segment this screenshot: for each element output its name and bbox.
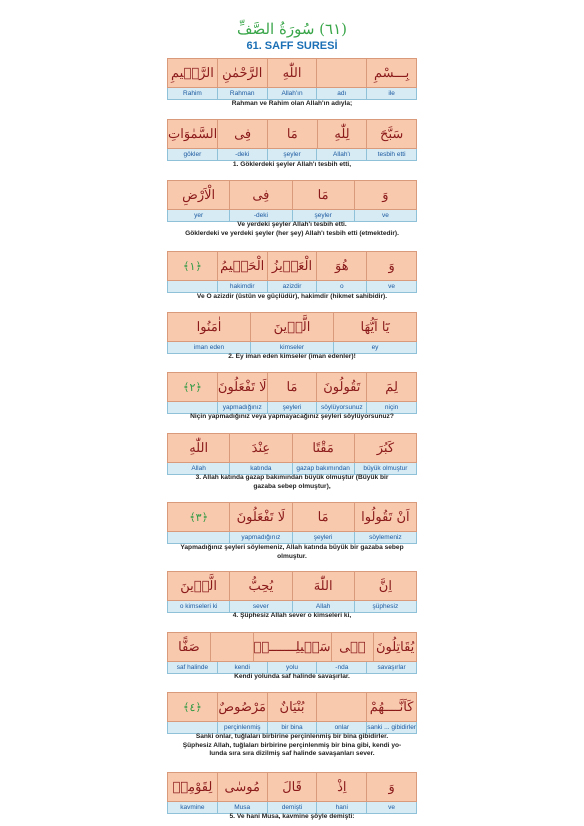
translation-line: olmuştur.	[277, 552, 307, 560]
turkish-word: yolu	[267, 662, 317, 673]
turkish-word: -nda	[316, 662, 366, 673]
arabic-row	[167, 632, 417, 662]
arabic-word	[316, 693, 366, 721]
turkish-word: azizdir	[267, 281, 317, 292]
turkish-word: sever	[229, 601, 291, 612]
translation-line: 5. Ve hani Musa, kavmine şöyle demişti:	[229, 813, 355, 820]
arabic-row	[167, 772, 417, 802]
translation	[150, 161, 434, 170]
arabic-word: اِنَّ	[354, 572, 416, 600]
arabic-word: اللّٰهِ	[189, 440, 209, 456]
turkish-word: ve	[366, 281, 416, 292]
word-block	[167, 251, 417, 293]
turkish-word: ve	[366, 802, 416, 813]
turkish-row	[167, 149, 417, 161]
arabic-word: وَ	[366, 252, 416, 280]
translation-line: 3. Allah katında gazap bakımından büyük olmuştur (Büyük bir	[195, 474, 389, 481]
turkish-word: Allah'ı	[316, 149, 366, 160]
translation	[150, 100, 434, 109]
turkish-word: iman eden	[193, 344, 225, 351]
word-block	[167, 632, 417, 674]
ayah-number: ﴿٢﴾	[183, 380, 202, 394]
translation-line: 1. Göklerdeki şeyler Allah'ı tesbih etti,	[232, 161, 352, 168]
arabic-word: وَ	[354, 181, 416, 209]
turkish-word: Musa	[217, 802, 267, 813]
turkish-word: şeyleri	[267, 402, 317, 413]
arabic-word: فٖى	[331, 633, 374, 661]
word-block	[167, 502, 417, 544]
arabic-word: الرَّحْمٰنِ	[217, 59, 267, 87]
arabic-row	[167, 58, 417, 88]
arabic-word: اٰمَنُوا	[196, 319, 222, 335]
arabic-word: مَرْصُوصٌ	[217, 693, 267, 721]
turkish-word: hani	[316, 802, 366, 813]
translation-line: Kendi yolunda saf halinde savaşırlar.	[234, 673, 350, 680]
turkish-word: -deki	[229, 210, 291, 221]
translation	[150, 813, 434, 822]
arabic-word: مَا	[267, 120, 317, 148]
translation-line: gazaba sebep olmuştur),	[253, 482, 331, 490]
word-block	[167, 772, 417, 814]
turkish-word: söylemeniz	[354, 532, 416, 543]
turkish-word: o kimseleri ki	[179, 603, 218, 610]
word-block	[167, 571, 417, 613]
turkish-word: demişti	[267, 802, 317, 813]
arabic-word: الَّذٖينَ	[180, 578, 217, 594]
arabic-word: اللّٰهِ	[267, 59, 317, 87]
arabic-row	[167, 372, 417, 402]
arabic-word: السَّمٰوَاتِ	[167, 126, 218, 142]
turkish-word: ey	[333, 342, 416, 353]
arabic-word: كَاَنَّــــهُمْ	[366, 693, 416, 721]
translation	[150, 353, 434, 362]
arabic-word: اللّٰهَ	[292, 572, 354, 600]
arabic-word: الْاَرْضِ	[182, 187, 216, 203]
turkish-word: söylüyorsunuz	[316, 402, 366, 413]
arabic-word	[316, 59, 366, 87]
arabic-word: يُحِبُّ	[229, 572, 291, 600]
turkish-word: yer	[194, 212, 204, 219]
arabic-word: مَا	[292, 503, 354, 531]
ayah-number: ﴿٤﴾	[183, 700, 202, 714]
arabic-row	[167, 433, 417, 463]
translation-line: Rahman ve Rahim olan Allah'ın adıyla;	[231, 100, 353, 107]
translation-line: Ve O azizdir (üstün ve güçlüdür), hakimdir (hikmet sahibidir).	[196, 293, 388, 300]
translation-line: lunda sıra sıra dizilmiş saf halinde savaşanları sever.	[209, 750, 375, 757]
arabic-row	[167, 119, 417, 149]
turkish-word: yapmadığınız	[217, 402, 267, 413]
surah-turkish-title: 61. SAFF SURESİ	[246, 40, 338, 52]
turkish-word: kavmine	[180, 804, 205, 811]
turkish-row	[167, 281, 417, 293]
arabic-word: عِنْدَ	[229, 434, 291, 462]
ayah-number: ﴿٣﴾	[189, 510, 209, 524]
turkish-word: gazap bakımından	[292, 463, 354, 474]
turkish-word: onlar	[316, 722, 366, 733]
arabic-row	[167, 571, 417, 601]
arabic-word: لَا تَفْعَلُونَ	[229, 503, 291, 531]
word-block	[167, 312, 417, 354]
translation	[150, 413, 434, 422]
translation-line: Şüphesiz Allah, tuğlaları birbirine perçinlenmiş bir bina gibi, kendi yo-	[182, 741, 402, 749]
arabic-row	[167, 502, 417, 532]
turkish-word: Allah'ın	[267, 88, 317, 99]
arabic-word: الرَّحٖيمِ	[170, 65, 214, 81]
word-block	[167, 58, 417, 100]
turkish-word: kendi	[217, 662, 267, 673]
arabic-word: يُقَاتِلُونَ	[373, 633, 416, 661]
translation	[150, 612, 434, 621]
turkish-word: ile	[366, 88, 416, 99]
arabic-row	[167, 312, 417, 342]
arabic-row	[167, 251, 417, 281]
turkish-word	[168, 532, 229, 543]
arabic-word: بُنْيَانٌ	[267, 693, 317, 721]
turkish-word: Allah	[191, 465, 206, 472]
turkish-word: bir bina	[267, 722, 317, 733]
arabic-word: مَا	[292, 181, 354, 209]
turkish-word: Rahman	[217, 88, 267, 99]
turkish-word: ve	[354, 210, 416, 221]
arabic-row	[167, 180, 417, 210]
turkish-word: yapmadığınız	[229, 532, 291, 543]
turkish-word: Allah	[292, 601, 354, 612]
translation-line: Sanki onlar, tuğlaları birbirine perçinlenmiş bir bina gibidirler.	[195, 733, 389, 740]
word-block	[167, 180, 417, 222]
translation	[150, 474, 434, 491]
arabic-word: لَا تَفْعَلُونَ	[217, 373, 267, 401]
arabic-word: يَٓا اَيُّهَا	[333, 313, 416, 341]
turkish-word: kimseler	[250, 342, 333, 353]
arabic-word: سَبَّحَ	[366, 120, 416, 148]
turkish-word: adı	[316, 88, 366, 99]
ayah-number: ﴿١﴾	[183, 259, 202, 273]
surah-header	[0, 20, 584, 53]
arabic-word: الْحَكٖيمُ	[217, 252, 267, 280]
arabic-word	[210, 633, 253, 661]
turkish-word: hakimdir	[217, 281, 267, 292]
turkish-word: saf halinde	[176, 664, 209, 671]
turkish-row	[167, 88, 417, 100]
turkish-word: büyük olmuştur	[354, 463, 416, 474]
word-block	[167, 372, 417, 414]
arabic-word: اِذْ	[316, 773, 366, 801]
turkish-word: şeyler	[292, 210, 354, 221]
turkish-word: niçin	[366, 402, 416, 413]
surah-arabic-title: (٦١) سُورَةُ الصَّفِّ	[236, 20, 348, 38]
turkish-word: gökler	[183, 151, 202, 158]
turkish-word: şeyleri	[292, 532, 354, 543]
turkish-word	[168, 402, 217, 413]
turkish-word: katında	[229, 463, 291, 474]
arabic-word: هُوَ	[316, 252, 366, 280]
translation	[150, 293, 434, 302]
arabic-word: مَا	[267, 373, 317, 401]
arabic-word: لِمَ	[366, 373, 416, 401]
arabic-row	[167, 692, 417, 722]
turkish-word: -deki	[217, 149, 267, 160]
translation	[150, 544, 434, 561]
turkish-word	[168, 722, 217, 733]
arabic-word: وَ	[366, 773, 416, 801]
arabic-word: صَفًّا	[178, 639, 200, 655]
translation-line: 4. Şüphesiz Allah sever o kimseleri ki,	[232, 612, 352, 619]
arabic-word: مَقْتًا	[292, 434, 354, 462]
word-block	[167, 433, 417, 475]
turkish-word: şeyler	[267, 149, 317, 160]
turkish-word: savaşırlar	[366, 662, 416, 673]
translation-line: Ve yerdeki şeyler Allah'ı tesbih etti.	[237, 221, 347, 228]
translation	[150, 221, 434, 238]
arabic-word: الَّذٖينَ	[250, 313, 333, 341]
translation	[150, 733, 434, 759]
turkish-word: o	[316, 281, 366, 292]
arabic-word: الْعَزٖيزُ	[267, 252, 317, 280]
turkish-word: perçinlenmiş	[217, 722, 267, 733]
arabic-word: سَبٖيلِـــــــهٖ	[253, 633, 331, 661]
arabic-word: تَقُولُونَ	[316, 373, 366, 401]
turkish-word: şüphesiz	[354, 601, 416, 612]
word-block	[167, 119, 417, 161]
translation-line: 2. Ey iman eden kimseler (iman edenler)!	[228, 353, 356, 360]
turkish-word: Rahim	[183, 90, 202, 97]
arabic-word: مُوسٰى	[217, 773, 267, 801]
arabic-word: بِـــسْمِ	[366, 59, 416, 87]
translation-line: Niçin yapmadığınız veya yapmayacağınız şeyleri söylüyorsunuz?	[190, 413, 394, 420]
turkish-word: sanki ... gibidirler	[367, 724, 416, 731]
arabic-word: كَبُرَ	[354, 434, 416, 462]
turkish-word: tesbih etti	[366, 149, 416, 160]
arabic-word: لِلّٰهِ	[317, 120, 367, 148]
arabic-word: قَالَ	[267, 773, 317, 801]
translation-line: Yapmadığınız şeyleri söylemeniz, Allah katında büyük bir gazaba sebep	[180, 544, 404, 551]
arabic-word: لِقَوْمِهٖ	[172, 779, 213, 795]
arabic-word: فِى	[229, 181, 291, 209]
translation-line: Göklerdeki ve yerdeki şeyler (her şey) Allah'ı tesbih etti (etmektedir).	[185, 229, 399, 237]
translation	[150, 673, 434, 682]
turkish-word	[168, 281, 217, 292]
turkish-row	[167, 532, 417, 544]
arabic-word: اَنْ تَقُولُوا	[354, 503, 416, 531]
arabic-word: فِى	[217, 120, 267, 148]
word-block	[167, 692, 417, 734]
